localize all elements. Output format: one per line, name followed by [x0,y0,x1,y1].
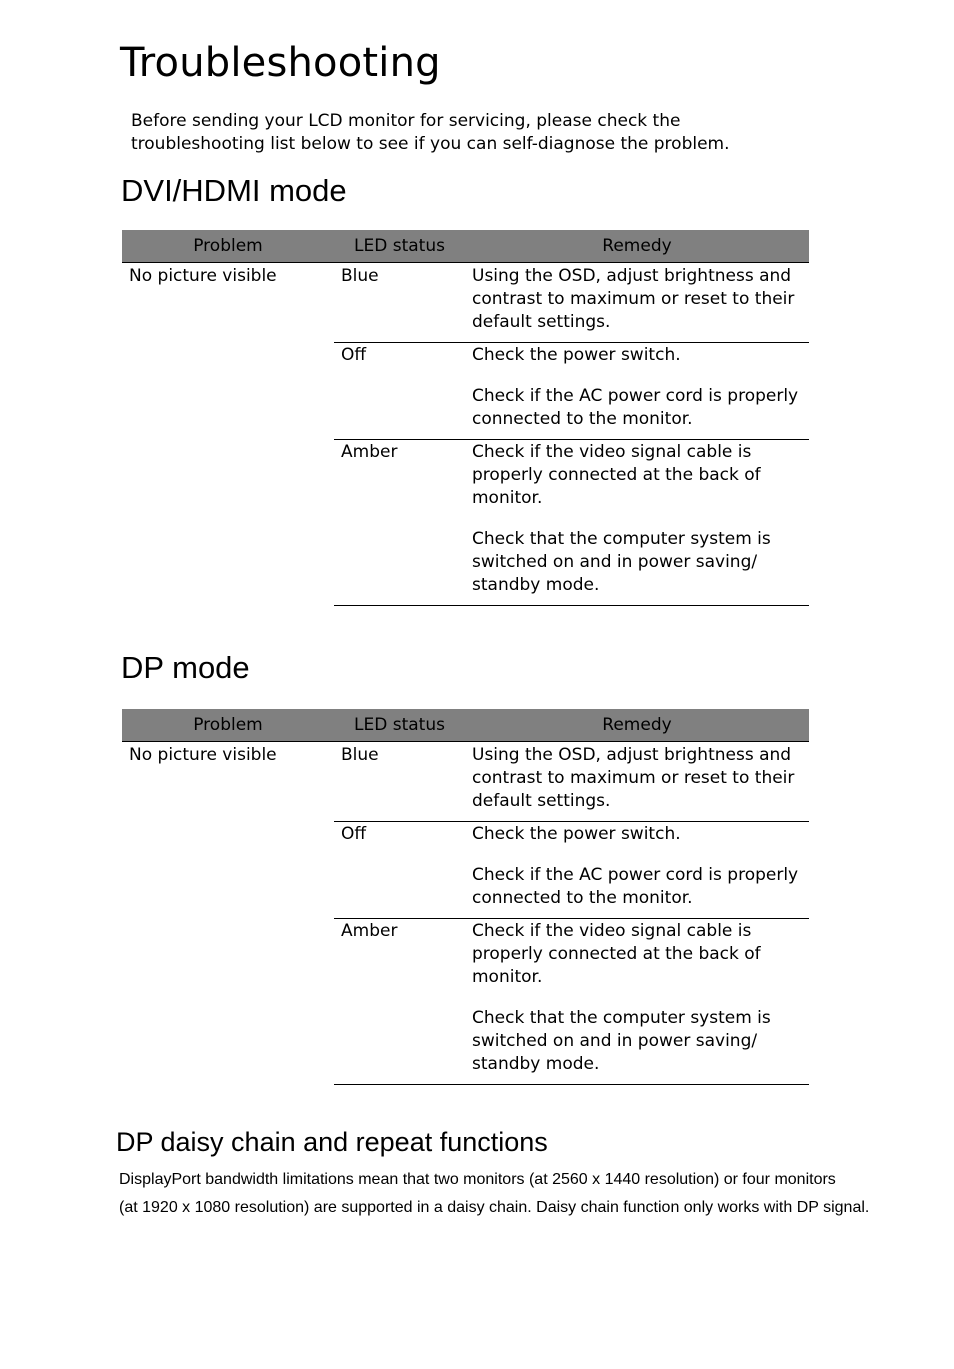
led-status-cell: Amber [334,440,465,606]
problem-cell: No picture visible [129,266,277,286]
column-header-problem: Problem [122,709,334,742]
led-status-cell: Amber [334,919,465,1085]
column-header-remedy: Remedy [465,709,809,742]
remedy-cell [465,742,809,822]
column-header-led-status: LED status [334,230,465,263]
column-header-problem: Problem [122,230,334,263]
intro-line: troubleshooting list below to see if you can self-diagnose the problem. [131,134,730,154]
daisy-chain-line: (at 1920 x 1080 resolution) are supported in a daisy chain. Daisy chain function only works with DP signal. [119,1199,870,1216]
remedy-text: Check the power switch. [472,345,681,365]
table-row [122,263,809,343]
remedy-text: Check if the AC power cord is properly connected to the monitor. [472,386,799,429]
column-header-led-status: LED status [334,709,465,742]
table-header-row [122,709,809,742]
remedy-cell [465,263,809,343]
daisy-chain-paragraph [119,1166,949,1222]
column-header-remedy: Remedy [465,230,809,263]
troubleshooting-table-dp [122,709,809,1085]
section-heading-daisy-chain: DP daisy chain and repeat functions [116,1127,548,1157]
remedy-cell [465,343,809,440]
remedy-text: Using the OSD, adjust brightness and contrast to maximum or reset to their default settings. [472,745,795,811]
intro-line: Before sending your LCD monitor for servicing, please check the [131,111,681,131]
page-title: Troubleshooting [120,40,441,86]
remedy-cell [465,822,809,919]
led-status-cell: Off [334,343,465,440]
led-status-cell: Blue [341,266,379,286]
table-header-row [122,230,809,263]
remedy-text: Check if the video signal cable is properly connected at the back of monitor. [472,921,761,987]
remedy-text: Check if the video signal cable is properly connected at the back of monitor. [472,442,761,508]
table-row [122,742,809,822]
intro-paragraph [131,110,831,156]
section-heading-dp: DP mode [121,650,250,685]
troubleshooting-table-dvi-hdmi [122,230,809,606]
problem-cell: No picture visible [129,745,277,765]
remedy-text: Check if the AC power cord is properly connected to the monitor. [472,865,799,908]
remedy-text: Check the power switch. [472,824,681,844]
section-heading-dvi-hdmi: DVI/HDMI mode [121,173,347,208]
remedy-text: Check that the computer system is switched on and in power saving/ standby mode. [472,1008,771,1074]
led-status-cell: Off [334,822,465,919]
remedy-text: Using the OSD, adjust brightness and contrast to maximum or reset to their default settings. [472,266,795,332]
led-status-cell: Blue [341,745,379,765]
remedy-cell [465,919,809,1085]
remedy-text: Check that the computer system is switched on and in power saving/ standby mode. [472,529,771,595]
remedy-cell [465,440,809,606]
daisy-chain-line: DisplayPort bandwidth limitations mean that two monitors (at 2560 x 1440 resolution) or four monitors [119,1171,836,1188]
